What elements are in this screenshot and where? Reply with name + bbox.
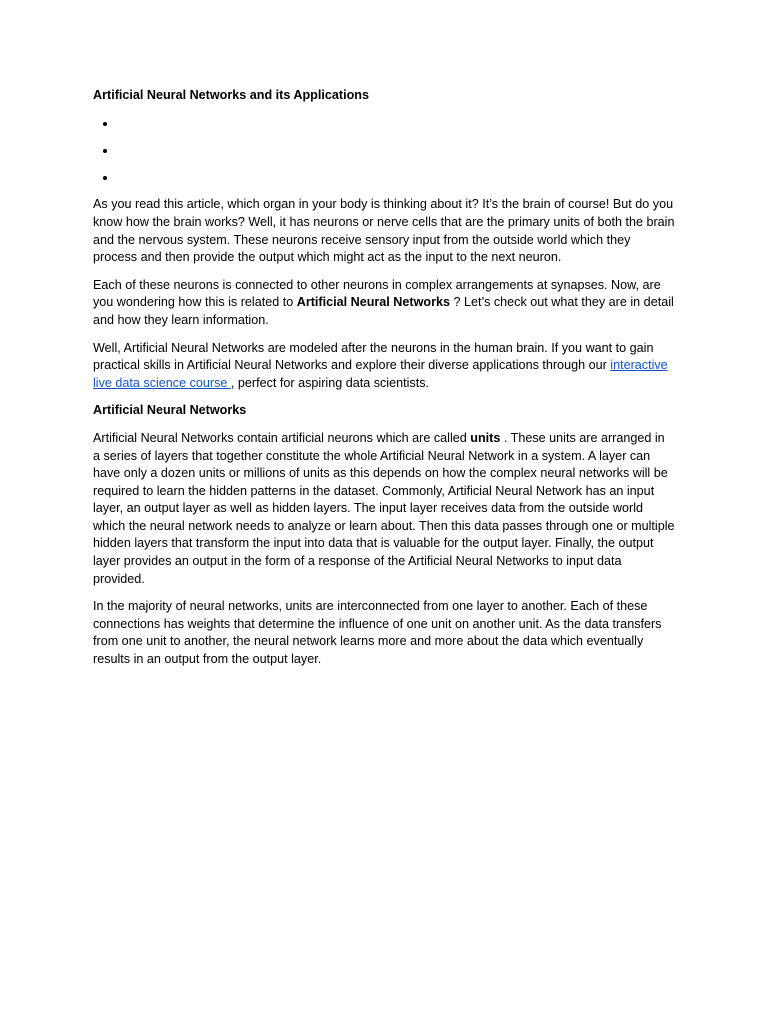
list-item [117, 169, 675, 187]
paragraph-text: Each of these neurons is connected to other neurons in complex arrangements at synapses. Now, are you wondering how this is related to [93, 277, 661, 310]
document-page [93, 87, 675, 679]
paragraph-text: ? Let’s check out what they are in detail and how they learn information. [93, 295, 674, 327]
list-item [117, 115, 675, 133]
bold-term: Artificial Neural Networks [296, 295, 450, 310]
paragraph-text: . These units are arranged in a series of layers that together constitute the whole Artificial Neural Network in a system. A layer can have only a dozen units or millions of units as this depends on how the complex neural networks will be required to learn the hidden patterns in the dataset. Commonly, Artificial Neural Network has an input layer, an output layer as well as hidden layers. The input layer receives data from the outside world which the neural network needs to analyze or learn about. Then this data passes through one or multiple hidden layers that transform the input into data that is valuable for the output layer. Finally, the output layer provides an output in the form of a response of the Artificial Neural Networks to input data provided. [93, 430, 675, 586]
course-paragraph [93, 340, 675, 393]
connections-paragraph: In the majority of neural networks, units are interconnected from one layer to another. Each of these connections has weights that determine the influence of one unit on another unit. As the data transfers from one unit to another, the neural network learns more and more about the data which eventually results in an output from the output layer. [93, 599, 662, 667]
paragraph-text: Well, Artificial Neural Networks are modeled after the neurons in the human brain. If you want to gain practical skills in Artificial Neural Networks and explore their diverse applications through our [93, 340, 654, 373]
list-item [117, 142, 675, 160]
document-title: Artificial Neural Networks and its Applications [93, 88, 369, 102]
course-link[interactable]: interactive live data science course [93, 358, 668, 390]
empty-bullet-list [93, 115, 675, 187]
units-paragraph [93, 430, 675, 588]
paragraph-text: Artificial Neural Networks contain artificial neurons which are called [93, 430, 471, 445]
neurons-paragraph [93, 277, 675, 330]
section-heading: Artificial Neural Networks [93, 403, 247, 418]
bold-term: units [470, 430, 501, 445]
intro-paragraph: As you read this article, which organ in your body is thinking about it? It’s the brain of course! But do you know how the brain works? Well, it has neurons or nerve cells that are the primary units of both the brain and the nervous system. These neurons receive sensory input from the outside world which they process and then provide the output which might act as the input to the next neuron. [93, 197, 675, 265]
paragraph-text: , perfect for aspiring data scientists. [230, 375, 429, 390]
